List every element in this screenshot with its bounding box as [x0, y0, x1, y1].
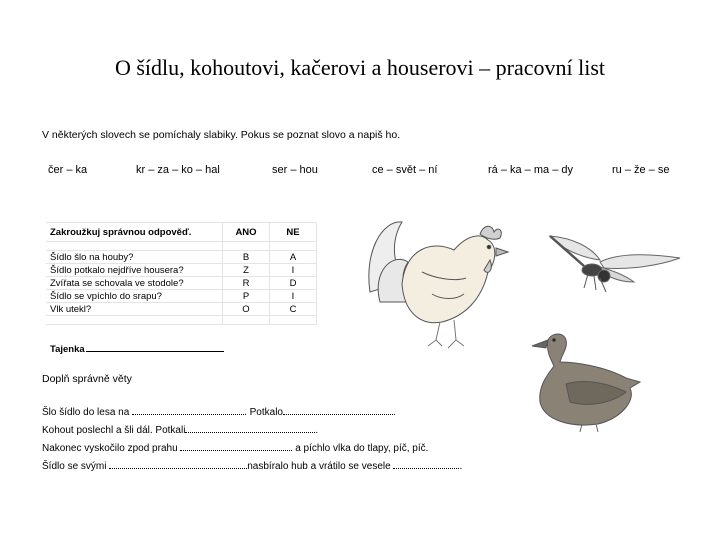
page-title: O šídlu, kohoutovi, kačerovi a houserovi – pracovní list	[114, 55, 606, 80]
sentence-4-part-a: Šídlo se svými	[42, 461, 110, 472]
quiz-answer-yes[interactable]: R	[223, 277, 270, 290]
quiz-row	[46, 290, 317, 303]
blank-4[interactable]	[180, 442, 292, 451]
sentence-3-part-a: Nakonec vyskočilo zpod prahu	[42, 443, 181, 454]
tajenka-blank[interactable]	[86, 342, 224, 352]
blank-3[interactable]	[185, 424, 315, 433]
blank-6[interactable]	[393, 460, 459, 469]
quiz-question: Šídlo potkalo nejdříve housera?	[46, 264, 223, 277]
quiz-row	[46, 251, 317, 264]
sentence-3	[42, 442, 428, 454]
sentence-2-part-b: .	[315, 425, 319, 436]
sentence-4-part-c: .	[459, 461, 463, 472]
sentence-1-part-a: Šlo šídlo do lesa na	[42, 407, 133, 418]
syllable-group-6: ru – že – se	[612, 164, 670, 176]
sentence-3-part-b: a píchlo vlka do tlapy, píč, píč.	[292, 443, 429, 454]
syllable-group-1: čer – ka	[48, 164, 88, 176]
quiz-row	[46, 277, 317, 290]
quiz-answer-no[interactable]: D	[270, 277, 317, 290]
fill-heading: Doplň správně věty	[42, 373, 132, 385]
quiz-row	[46, 264, 317, 277]
blank-5[interactable]	[109, 460, 247, 469]
syllable-group-5: rá – ka – ma – dy	[488, 164, 573, 176]
quiz-question: Šídlo šlo na houby?	[46, 251, 223, 264]
dragonfly-illustration	[544, 232, 684, 304]
quiz-answer-yes[interactable]: O	[223, 303, 270, 316]
duck-illustration	[526, 328, 646, 436]
quiz-answer-yes[interactable]: P	[223, 290, 270, 303]
sentence-2	[42, 424, 318, 436]
quiz-header-question: Zakroužkuj správnou odpověď.	[46, 223, 223, 242]
rooster-illustration	[362, 212, 522, 352]
quiz-question: Vlk utekl?	[46, 303, 223, 316]
quiz-answer-no[interactable]: I	[270, 264, 317, 277]
tajenka	[50, 342, 224, 355]
sentence-4	[42, 460, 462, 472]
sentence-4-part-b: nasbíralo hub a vrátilo se vesele	[247, 461, 394, 472]
quiz-question: Zvířata se schovala ve stodole?	[46, 277, 223, 290]
quiz-answer-no[interactable]: A	[270, 251, 317, 264]
syllable-group-2: kr – za – ko – hal	[136, 164, 220, 176]
sentence-1	[42, 406, 396, 418]
sentence-1-part-b: . Potkalo	[244, 407, 283, 418]
syllable-group-3: ser – hou	[272, 164, 318, 176]
quiz-header-yes: ANO	[223, 223, 270, 242]
quiz-question: Šídlo se vpíchlo do srapu?	[46, 290, 223, 303]
sentence-1-part-c: .	[392, 407, 396, 418]
blank-2[interactable]	[283, 406, 393, 415]
sentence-2-part-a: Kohout poslechl a šli dál. Potkali	[42, 425, 186, 436]
blank-1[interactable]	[132, 406, 244, 415]
quiz-header-row	[46, 223, 317, 242]
quiz-answer-yes[interactable]: B	[223, 251, 270, 264]
quiz-row	[46, 303, 317, 316]
quiz-table	[46, 222, 317, 325]
syllable-group-4: ce – svět – ní	[372, 164, 438, 176]
tajenka-label: Tajenka	[50, 344, 85, 355]
instructions: V některých slovech se pomíchaly slabiky. Pokus se poznat slovo a napiš ho.	[42, 129, 401, 141]
quiz-answer-no[interactable]: I	[270, 290, 317, 303]
quiz-header-no: NE	[270, 223, 317, 242]
quiz-answer-no[interactable]: C	[270, 303, 317, 316]
quiz-answer-yes[interactable]: Z	[223, 264, 270, 277]
